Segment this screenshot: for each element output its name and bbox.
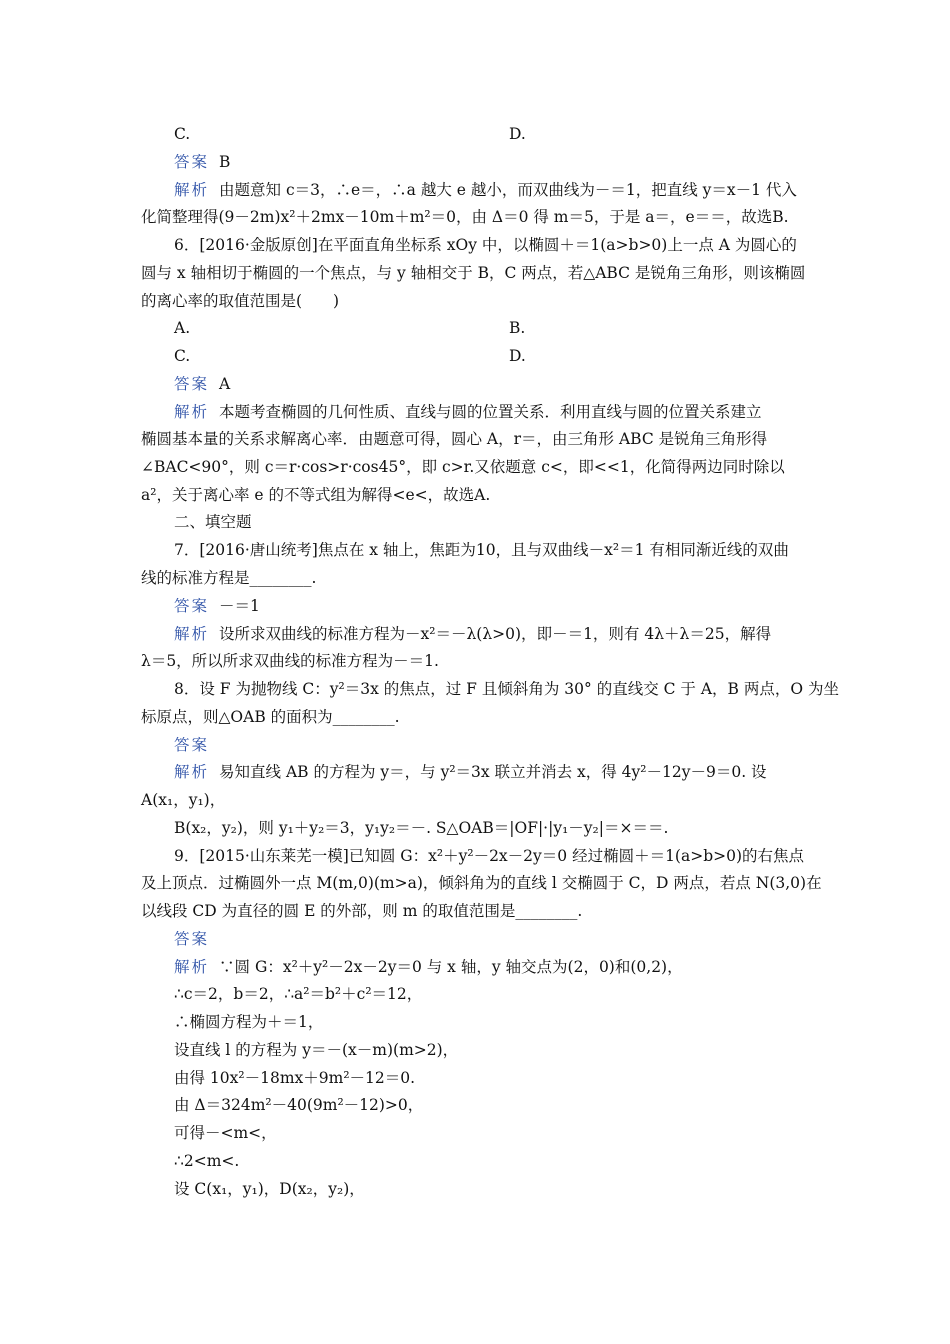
- line-text: B: [219, 153, 231, 171]
- answer-label: 答案: [174, 153, 210, 171]
- line-text: 设所求双曲线的标准方程为－x²＝－λ(λ>0)，即－＝1，则有 4λ＋λ＝25，解得: [219, 625, 772, 643]
- text-line: [174, 124, 526, 144]
- line-text: C.: [174, 347, 191, 365]
- text-line: [174, 1095, 423, 1115]
- line-text: A: [219, 375, 231, 393]
- answer-label: 答案: [174, 930, 210, 948]
- line-text: 本题考查椭圆的几何性质、直线与圆的位置关系．利用直线与圆的位置关系建立: [219, 403, 762, 421]
- line-text: 圆与 x 轴相切于椭圆的一个焦点，与 y 轴相交于 B，C 两点，若△ABC 是锐角三角形，则该椭圆: [141, 264, 806, 282]
- line-text: B(x₂，y₂)，则 y₁＋y₂＝3，y₁y₂＝－. S△OAB＝|OF|·|y₁－y₂|＝×＝＝.: [174, 819, 669, 837]
- text-line: [141, 901, 582, 921]
- text-line: [141, 457, 785, 477]
- line-text: A.: [174, 319, 191, 337]
- line-text: 7．[2016·唐山统考]焦点在 x 轴上，焦距为10，且与双曲线－x²＝1 有相同渐近线的双曲: [174, 541, 789, 559]
- text-line: [141, 429, 767, 449]
- text-line: [141, 291, 339, 311]
- text-line: [141, 707, 400, 727]
- text-line: [174, 596, 260, 616]
- line-text: －＝1: [219, 597, 260, 615]
- line-text: 由题意知 c＝3，∴e＝，∴a 越大 e 越小，而双曲线为－＝1，把直线 y＝x－1 代入: [219, 181, 797, 199]
- text-line: [174, 235, 797, 255]
- text-line: [174, 318, 526, 338]
- text-line: [174, 1068, 415, 1088]
- option-right: B.: [509, 319, 526, 337]
- line-text: λ＝5，所以所求双曲线的标准方程为－＝1.: [141, 652, 439, 670]
- text-line: [174, 1012, 323, 1032]
- line-text: 及上顶点．过椭圆外一点 M(m,0)(m>a)，倾斜角为的直线 l 交椭圆于 C，D 两点，若点 N(3,0)在: [141, 874, 822, 892]
- answer-label: 答案: [174, 736, 210, 754]
- text-line: [174, 346, 526, 366]
- text-line: [174, 1179, 365, 1199]
- line-text: 椭圆基本量的关系求解离心率．由题意可得，圆心 A，r＝，由三角形 ABC 是锐角三角形得: [141, 430, 768, 448]
- line-text: 的离心率的取值范围是( ): [141, 292, 340, 310]
- line-text: 设 C(x₁，y₁)，D(x₂，y₂)，: [174, 1180, 365, 1198]
- line-text: 标原点，则△OAB 的面积为________.: [141, 708, 400, 726]
- text-line: [141, 873, 822, 893]
- text-line: [174, 1040, 458, 1060]
- line-text: 由 Δ＝324m²－40(9m²－12)>0，: [174, 1096, 424, 1114]
- line-text: ∵圆 G：x²＋y²－2x－2y＝0 与 x 轴，y 轴交点为(2，0)和(0,2)，: [219, 958, 683, 976]
- line-text: ∠BAC<90°，则 c＝r·cos>r·cos45°，即 c>r.又依题意 c<，即<<1，化简得两边同时除以: [141, 458, 785, 476]
- line-text: ∴2<m<.: [174, 1152, 240, 1170]
- option-right: D.: [509, 347, 526, 365]
- analysis-label: 解析: [174, 181, 210, 199]
- text-line: [174, 512, 252, 532]
- line-text: 线的标准方程是________.: [141, 569, 317, 587]
- line-text: 化简整理得(9－2m)x²＋2mx－10m＋m²＝0，由 Δ＝0 得 m＝5，于是 a＝，e＝＝，故选B.: [141, 208, 789, 226]
- text-line: [174, 152, 230, 172]
- line-text: ∴c＝2，b＝2，∴a²＝b²＋c²＝12，: [174, 985, 423, 1003]
- line-text: 易知直线 AB 的方程为 y＝，与 y²＝3x 联立并消去 x，得 4y²－12y－9＝0. 设: [219, 763, 767, 781]
- line-text: a²，关于离心率 e 的不等式组为解得<e<，故选A.: [141, 486, 491, 504]
- text-line: [174, 679, 839, 699]
- line-text: 以线段 CD 为直径的圆 E 的外部，则 m 的取值范围是________.: [141, 902, 583, 920]
- line-text: 设直线 l 的方程为 y＝－(x－m)(m>2)，: [174, 1041, 459, 1059]
- text-line: [141, 485, 490, 505]
- text-line: [141, 790, 225, 810]
- text-line: [174, 402, 762, 422]
- text-line: [174, 374, 230, 394]
- text-line: [174, 846, 804, 866]
- line-text: 6．[2016·金版原创]在平面直角坐标系 xOy 中，以椭圆＋＝1(a>b>0)上一点 A 为圆心的: [174, 236, 797, 254]
- answer-label: 答案: [174, 375, 210, 393]
- text-line: [174, 762, 767, 782]
- text-line: [141, 568, 316, 588]
- text-line: [174, 540, 789, 560]
- option-right: D.: [509, 125, 526, 143]
- analysis-label: 解析: [174, 625, 210, 643]
- text-line: [141, 651, 439, 671]
- line-text: 可得－<m<，: [174, 1124, 277, 1142]
- line-text: C.: [174, 125, 191, 143]
- text-line: [174, 957, 683, 977]
- text-line: [174, 984, 422, 1004]
- text-line: [141, 263, 805, 283]
- analysis-label: 解析: [174, 763, 210, 781]
- line-text: ∴椭圆方程为＋＝1，: [174, 1013, 324, 1031]
- text-line: [174, 180, 797, 200]
- line-text: A(x₁，y₁)，: [141, 791, 226, 809]
- line-text: 8．设 F 为抛物线 C：y²＝3x 的焦点，过 F 且倾斜角为 30° 的直线交 C 于 A，B 两点，O 为坐: [174, 680, 839, 698]
- line-text: 9．[2015·山东莱芜一模]已知圆 G：x²＋y²－2x－2y＝0 经过椭圆＋＝1(a>b>0)的右焦点: [174, 847, 805, 865]
- answer-label: 答案: [174, 597, 210, 615]
- analysis-label: 解析: [174, 958, 210, 976]
- text-line: [174, 818, 668, 838]
- text-line: [174, 1151, 239, 1171]
- line-text: 二、填空题: [174, 513, 252, 531]
- text-line: [141, 207, 789, 227]
- analysis-label: 解析: [174, 403, 210, 421]
- text-line: [174, 929, 219, 949]
- text-line: [174, 735, 219, 755]
- text-line: [174, 1123, 277, 1143]
- line-text: 由得 10x²－18mx＋9m²－12＝0.: [174, 1069, 416, 1087]
- text-line: [174, 624, 771, 644]
